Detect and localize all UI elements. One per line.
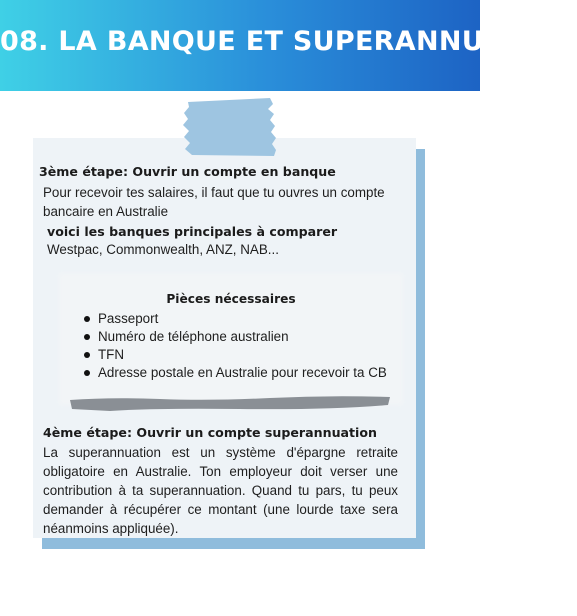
- tape-decoration: [182, 98, 278, 156]
- step3-title: 3ème étape: Ouvrir un compte en banque: [39, 164, 336, 179]
- step3-description-line2: bancaire en Australie: [43, 204, 169, 219]
- page-header: [0, 0, 577, 91]
- list-item: [84, 310, 387, 328]
- list-item-text: TFN: [98, 347, 125, 362]
- step4-title: 4ème étape: Ouvrir un compte superannuation: [43, 425, 377, 440]
- bullet-icon: [84, 370, 90, 376]
- step4-line: contribution à ta superannuation. Quand tu pars, tu peux: [43, 483, 398, 498]
- bullet-icon: [84, 334, 90, 340]
- banks-list: Westpac, Commonwealth, ANZ, NAB...: [47, 242, 279, 257]
- list-item-text: Adresse postale en Australie pour recevoir ta CB: [98, 365, 387, 380]
- list-item-text: Numéro de téléphone australien: [98, 329, 289, 344]
- step4-line: demander à récupérer ce montant (une lourde taxe sera: [43, 502, 398, 517]
- list-item: [84, 364, 387, 382]
- list-item: [84, 328, 387, 346]
- documents-panel: [62, 276, 400, 402]
- step4-line: néanmoins appliquée).: [43, 521, 179, 536]
- bullet-icon: [84, 352, 90, 358]
- banks-title: voici les banques principales à comparer: [47, 224, 338, 239]
- step4-line: obligatoire en Australie. Ton employeur doit verser une: [43, 464, 398, 479]
- step4-description: [43, 443, 398, 538]
- documents-title: Pièces nécessaires: [166, 292, 296, 306]
- step3-description-line1: Pour recevoir tes salaires, il faut que tu ouvres un compte: [43, 185, 385, 200]
- list-item: [84, 346, 387, 364]
- list-item-text: Passeport: [98, 311, 159, 326]
- documents-list: [84, 310, 387, 382]
- step4-line: La superannuation est un système d'épargne retraite: [43, 445, 398, 460]
- bullet-icon: [84, 316, 90, 322]
- page-title: 08. LA BANQUE ET SUPERANNUATION: [0, 26, 577, 57]
- brush-stroke-divider: [70, 394, 390, 414]
